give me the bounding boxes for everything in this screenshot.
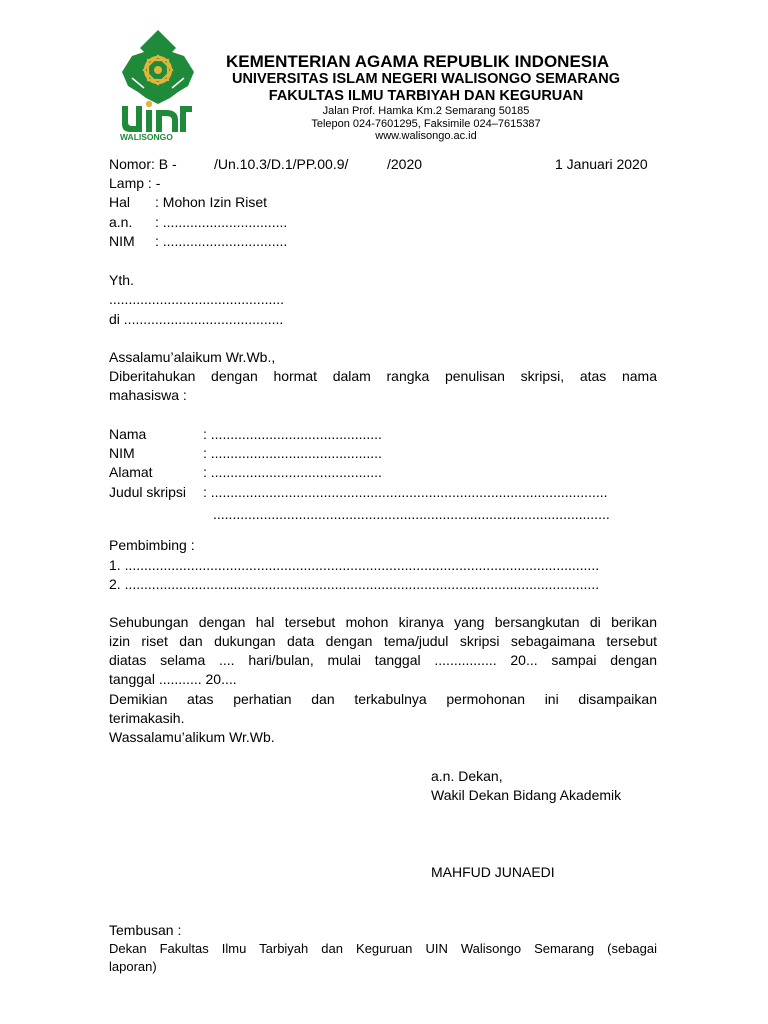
hal-value: : Mohon Izin Riset bbox=[155, 194, 268, 210]
cc-line-1: Dekan Fakultas Ilmu Tarbiyah dan Keguruan UIN Walisongo Semarang (sebagai bbox=[109, 941, 657, 956]
student-nim-value: : ............................................ bbox=[203, 445, 382, 461]
signature-name: MAHFUD JUNAEDI bbox=[431, 864, 555, 880]
supervisor-line-2: 2. .......................................................................................................................... bbox=[109, 576, 600, 592]
closing-p1-line-2: izin riset dan dukungan data dengan tema/judul skripsi sebagaimana tersebut bbox=[109, 633, 657, 649]
ministry-heading: KEMENTERIAN AGAMA REPUBLIK INDONESIA bbox=[226, 52, 610, 71]
nomor-label: Nomor: B - bbox=[109, 156, 177, 172]
supervisor-line-1: 1. .......................................................................................................................... bbox=[109, 557, 600, 573]
closing-p2-line-2: terimakasih. bbox=[109, 710, 185, 726]
intro-line-2: mahasiswa : bbox=[109, 387, 187, 403]
signature-title: Wakil Dekan Bidang Akademik bbox=[431, 787, 622, 803]
cc-line-2: laporan) bbox=[109, 959, 157, 974]
student-nim-label: NIM bbox=[109, 445, 135, 461]
student-nama-value: : ............................................ bbox=[203, 426, 382, 442]
logo-caption: WALISONGO bbox=[120, 132, 173, 142]
address-line: Jalan Prof. Hamka Km.2 Semarang 50185 bbox=[322, 105, 530, 117]
phone-line: Telepon 024-7601295, Faksimile 024–7615387 bbox=[311, 118, 541, 130]
closing-p1-line-4: tanggal ........... 20.... bbox=[109, 671, 237, 687]
nim-value: : ................................ bbox=[155, 233, 288, 249]
student-alamat-label: Alamat bbox=[109, 464, 153, 480]
uin-walisongo-logo bbox=[118, 28, 198, 146]
an-value: : ................................ bbox=[155, 214, 288, 230]
yth-label: Yth. bbox=[109, 272, 134, 288]
nim-label: NIM bbox=[109, 233, 135, 249]
student-judul-value-2: ...................................................................................................... bbox=[213, 506, 610, 522]
faculty-heading: FAKULTAS ILMU TARBIYAH DAN KEGURUAN bbox=[268, 88, 584, 104]
website-line: www.walisongo.ac.id bbox=[375, 130, 477, 142]
supervisor-label: Pembimbing : bbox=[109, 537, 195, 553]
recipient-place: di ......................................... bbox=[109, 311, 284, 327]
nomor-year: /2020 bbox=[387, 156, 423, 172]
signature-an: a.n. Dekan, bbox=[431, 768, 503, 784]
hal-label: Hal bbox=[109, 194, 131, 210]
farewell: Wassalamu’alikum Wr.Wb. bbox=[109, 729, 275, 745]
cc-label: Tembusan : bbox=[109, 922, 182, 938]
letter-date: 1 Januari 2020 bbox=[555, 156, 648, 172]
nomor-code: /Un.10.3/D.1/PP.00.9/ bbox=[214, 156, 349, 172]
student-judul-label: Judul skripsi bbox=[109, 484, 187, 500]
recipient-line: ............................................. bbox=[109, 291, 285, 307]
closing-p1-line-3: diatas selama .... hari/bulan, mulai tanggal ................ 20... sampai dengan bbox=[109, 652, 657, 668]
lamp-line: Lamp : - bbox=[109, 175, 161, 191]
greeting: Assalamu’alaikum Wr.Wb., bbox=[109, 349, 276, 365]
closing-p2-line-1: Demikian atas perhatian dan terkabulnya permohonan ini disampaikan bbox=[109, 691, 657, 707]
university-heading: UNIVERSITAS ISLAM NEGERI WALISONGO SEMARANG bbox=[231, 71, 621, 87]
an-label: a.n. bbox=[109, 214, 133, 230]
closing-p1-line-1: Sehubungan dengan hal tersebut mohon kiranya yang bersangkutan di berikan bbox=[109, 614, 657, 630]
student-alamat-value: : ............................................ bbox=[203, 464, 382, 480]
student-nama-label: Nama bbox=[109, 426, 147, 442]
student-judul-value-1: : ...................................................................................................... bbox=[203, 484, 608, 500]
intro-line-1: Diberitahukan dengan hormat dalam rangka penulisan skripsi, atas nama bbox=[109, 368, 657, 384]
